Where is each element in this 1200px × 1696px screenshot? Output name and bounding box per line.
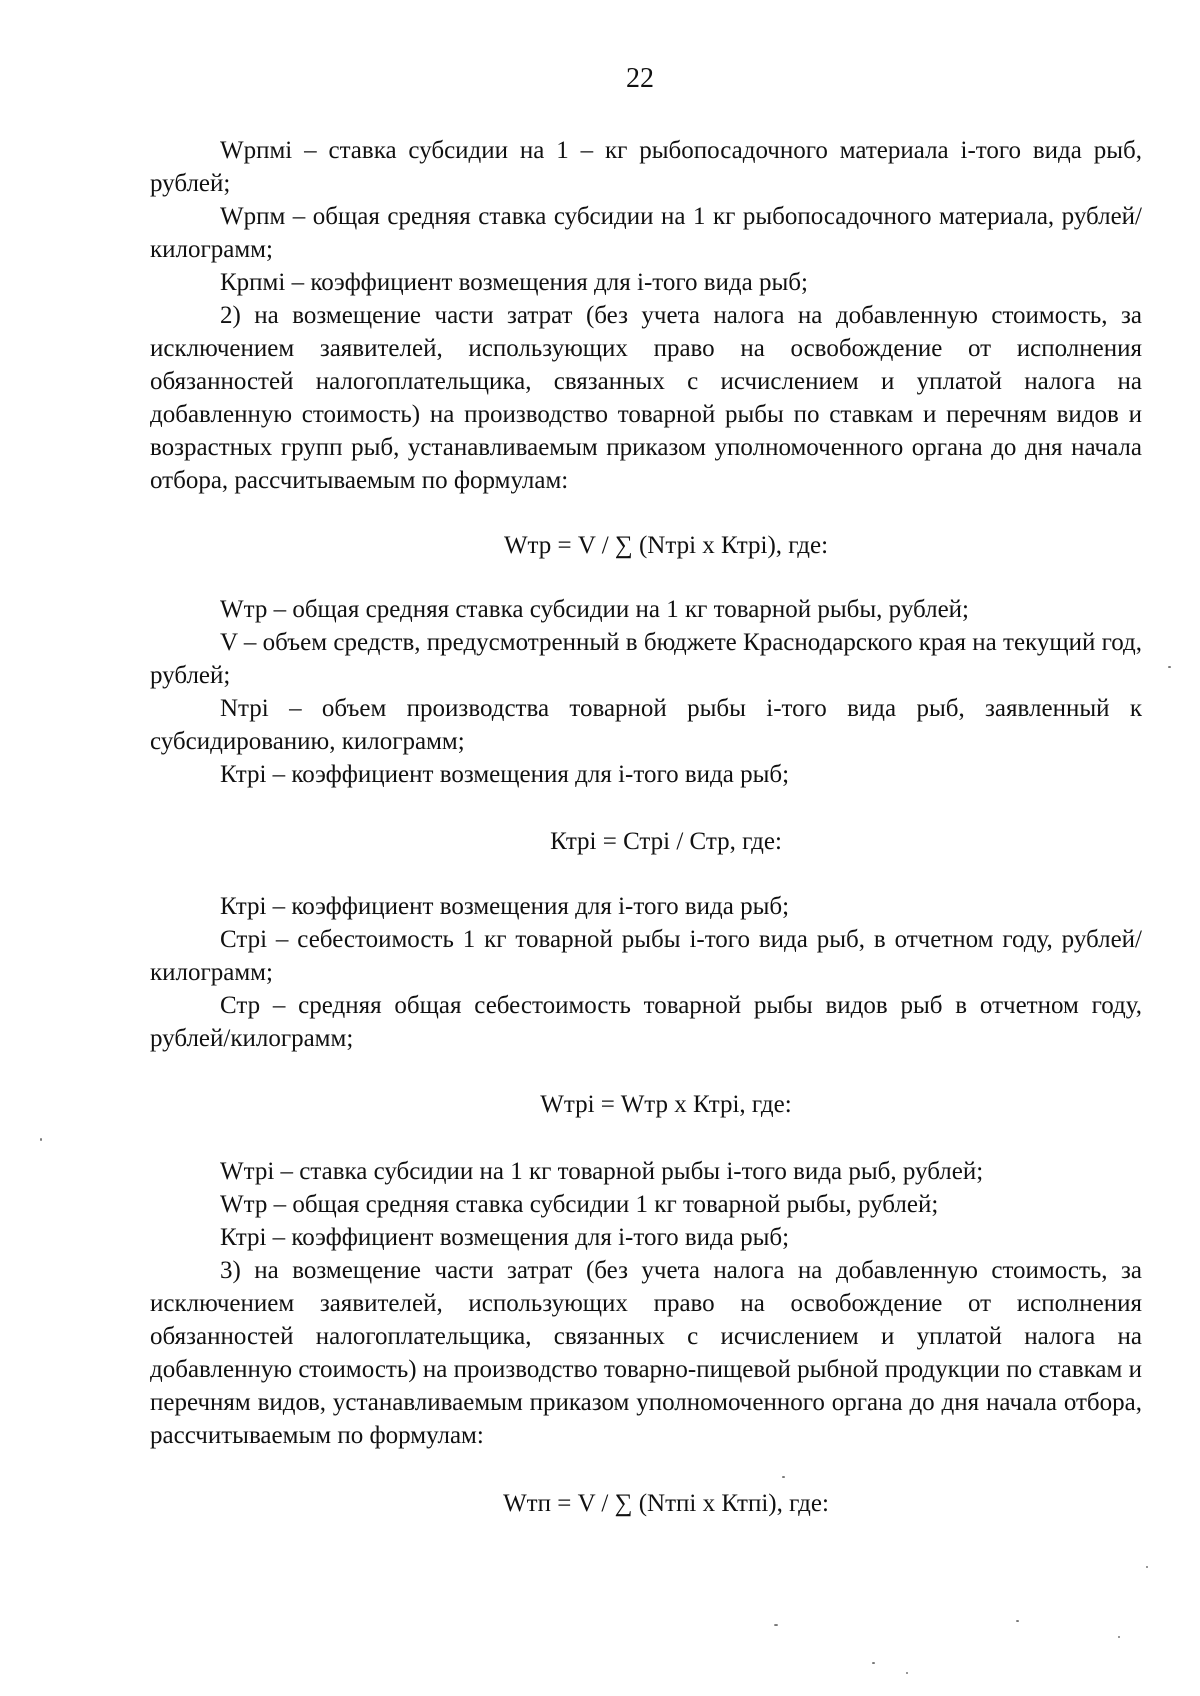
- document-body: [150, 134, 1142, 1520]
- spacer: [150, 497, 1142, 529]
- formula-wtp: Wтп = V / ∑ (Nтпi х Ктпi), где:: [503, 1490, 829, 1517]
- definition-ktri-2: Ктрi – коэффициент возмещения для i-того вида рыб;: [220, 893, 790, 920]
- scan-speck: [1146, 1566, 1148, 1568]
- spacer: [150, 791, 1142, 825]
- spacer: [150, 1452, 1142, 1487]
- definition-str: Стр – средняя общая себестоимость товарной рыбы видов рыб в отчетном году, рублей/килограмм;: [150, 992, 1142, 1052]
- spacer: [150, 1121, 1142, 1155]
- page-number: 22: [626, 63, 654, 94]
- scan-speck: [906, 1672, 908, 1674]
- definition-wrpm: Wрпм – общая средняя ставка субсидии на 1 кг рыбопосадочного материала, рублей/килограмм;: [150, 203, 1142, 263]
- spacer: [150, 858, 1142, 890]
- definition-wrpmi: Wрпмi – ставка субсидии на 1 – кг рыбопосадочного материала i-того вида рыб, рублей;: [150, 137, 1142, 197]
- definition-wtri: Wтрi – ставка субсидии на 1 кг товарной рыбы i-того вида рыб, рублей;: [220, 1158, 984, 1185]
- formula-ktri: Ктрi = Стрi / Стр, где:: [550, 828, 782, 855]
- definition-stri: Стрi – себестоимость 1 кг товарной рыбы i-того вида рыб, в отчетном году, рублей/килограмм;: [150, 926, 1142, 986]
- definition-wtr: Wтр – общая средняя ставка субсидии на 1 кг товарной рыбы, рублей;: [220, 596, 969, 623]
- definition-ktri-3: Ктрi – коэффициент возмещения для i-того вида рыб;: [220, 1224, 790, 1251]
- spacer: [150, 562, 1142, 593]
- definition-ktri: Ктрi – коэффициент возмещения для i-того вида рыб;: [220, 761, 790, 788]
- clause-3: 3) на возмещение части затрат (без учета налога на добавленную стоимость, за исключением заявителей, использующих право на освобождение от исполнения обязанностей налогоплательщика, связанных с исчислением и уплатой налога на добавленную стоимость) на производство товарно-пищевой рыбной продукции по ставкам и перечням видов, устанавливаемым приказом уполномоченного органа до дня начала отбора, рассчитываемым по формулам:: [150, 1257, 1142, 1449]
- definition-v: V – объем средств, предусмотренный в бюджете Краснодарского края на текущий год, рублей;: [150, 629, 1142, 689]
- definition-krpmi: Крпмi – коэффициент возмещения для i-того вида рыб;: [220, 269, 808, 296]
- scan-speck: [782, 1476, 785, 1478]
- formula-wtri: Wтрi = Wтр х Ктрi, где:: [540, 1091, 792, 1118]
- definition-ntri: Nтрi – объем производства товарной рыбы i-того вида рыб, заявленный к субсидированию, килограмм;: [150, 695, 1142, 755]
- definition-wtr-2: Wтр – общая средняя ставка субсидии 1 кг товарной рыбы, рублей;: [220, 1191, 939, 1218]
- spacer: [150, 1055, 1142, 1088]
- scan-speck: [872, 1662, 875, 1664]
- formula-wtr: Wтр = V / ∑ (Nтрi х Ктрi), где:: [503, 532, 829, 559]
- scan-speck: [1118, 1636, 1120, 1638]
- scan-speck: [1168, 666, 1171, 668]
- clause-2: 2) на возмещение части затрат (без учета налога на добавленную стоимость, за исключением заявителей, использующих право на освобождение от исполнения обязанностей налогоплательщика, связанных с исчислением и уплатой налога на добавленную стоимость) на производство товарной рыбы по ставкам и перечням видов и возрастных групп рыб, устанавливаемым приказом уполномоченного органа до дня начала отбора, рассчитываемым по формулам:: [150, 302, 1142, 494]
- scan-speck: [40, 1138, 42, 1141]
- scan-speck: [1016, 1620, 1019, 1622]
- scan-speck: [774, 1624, 778, 1626]
